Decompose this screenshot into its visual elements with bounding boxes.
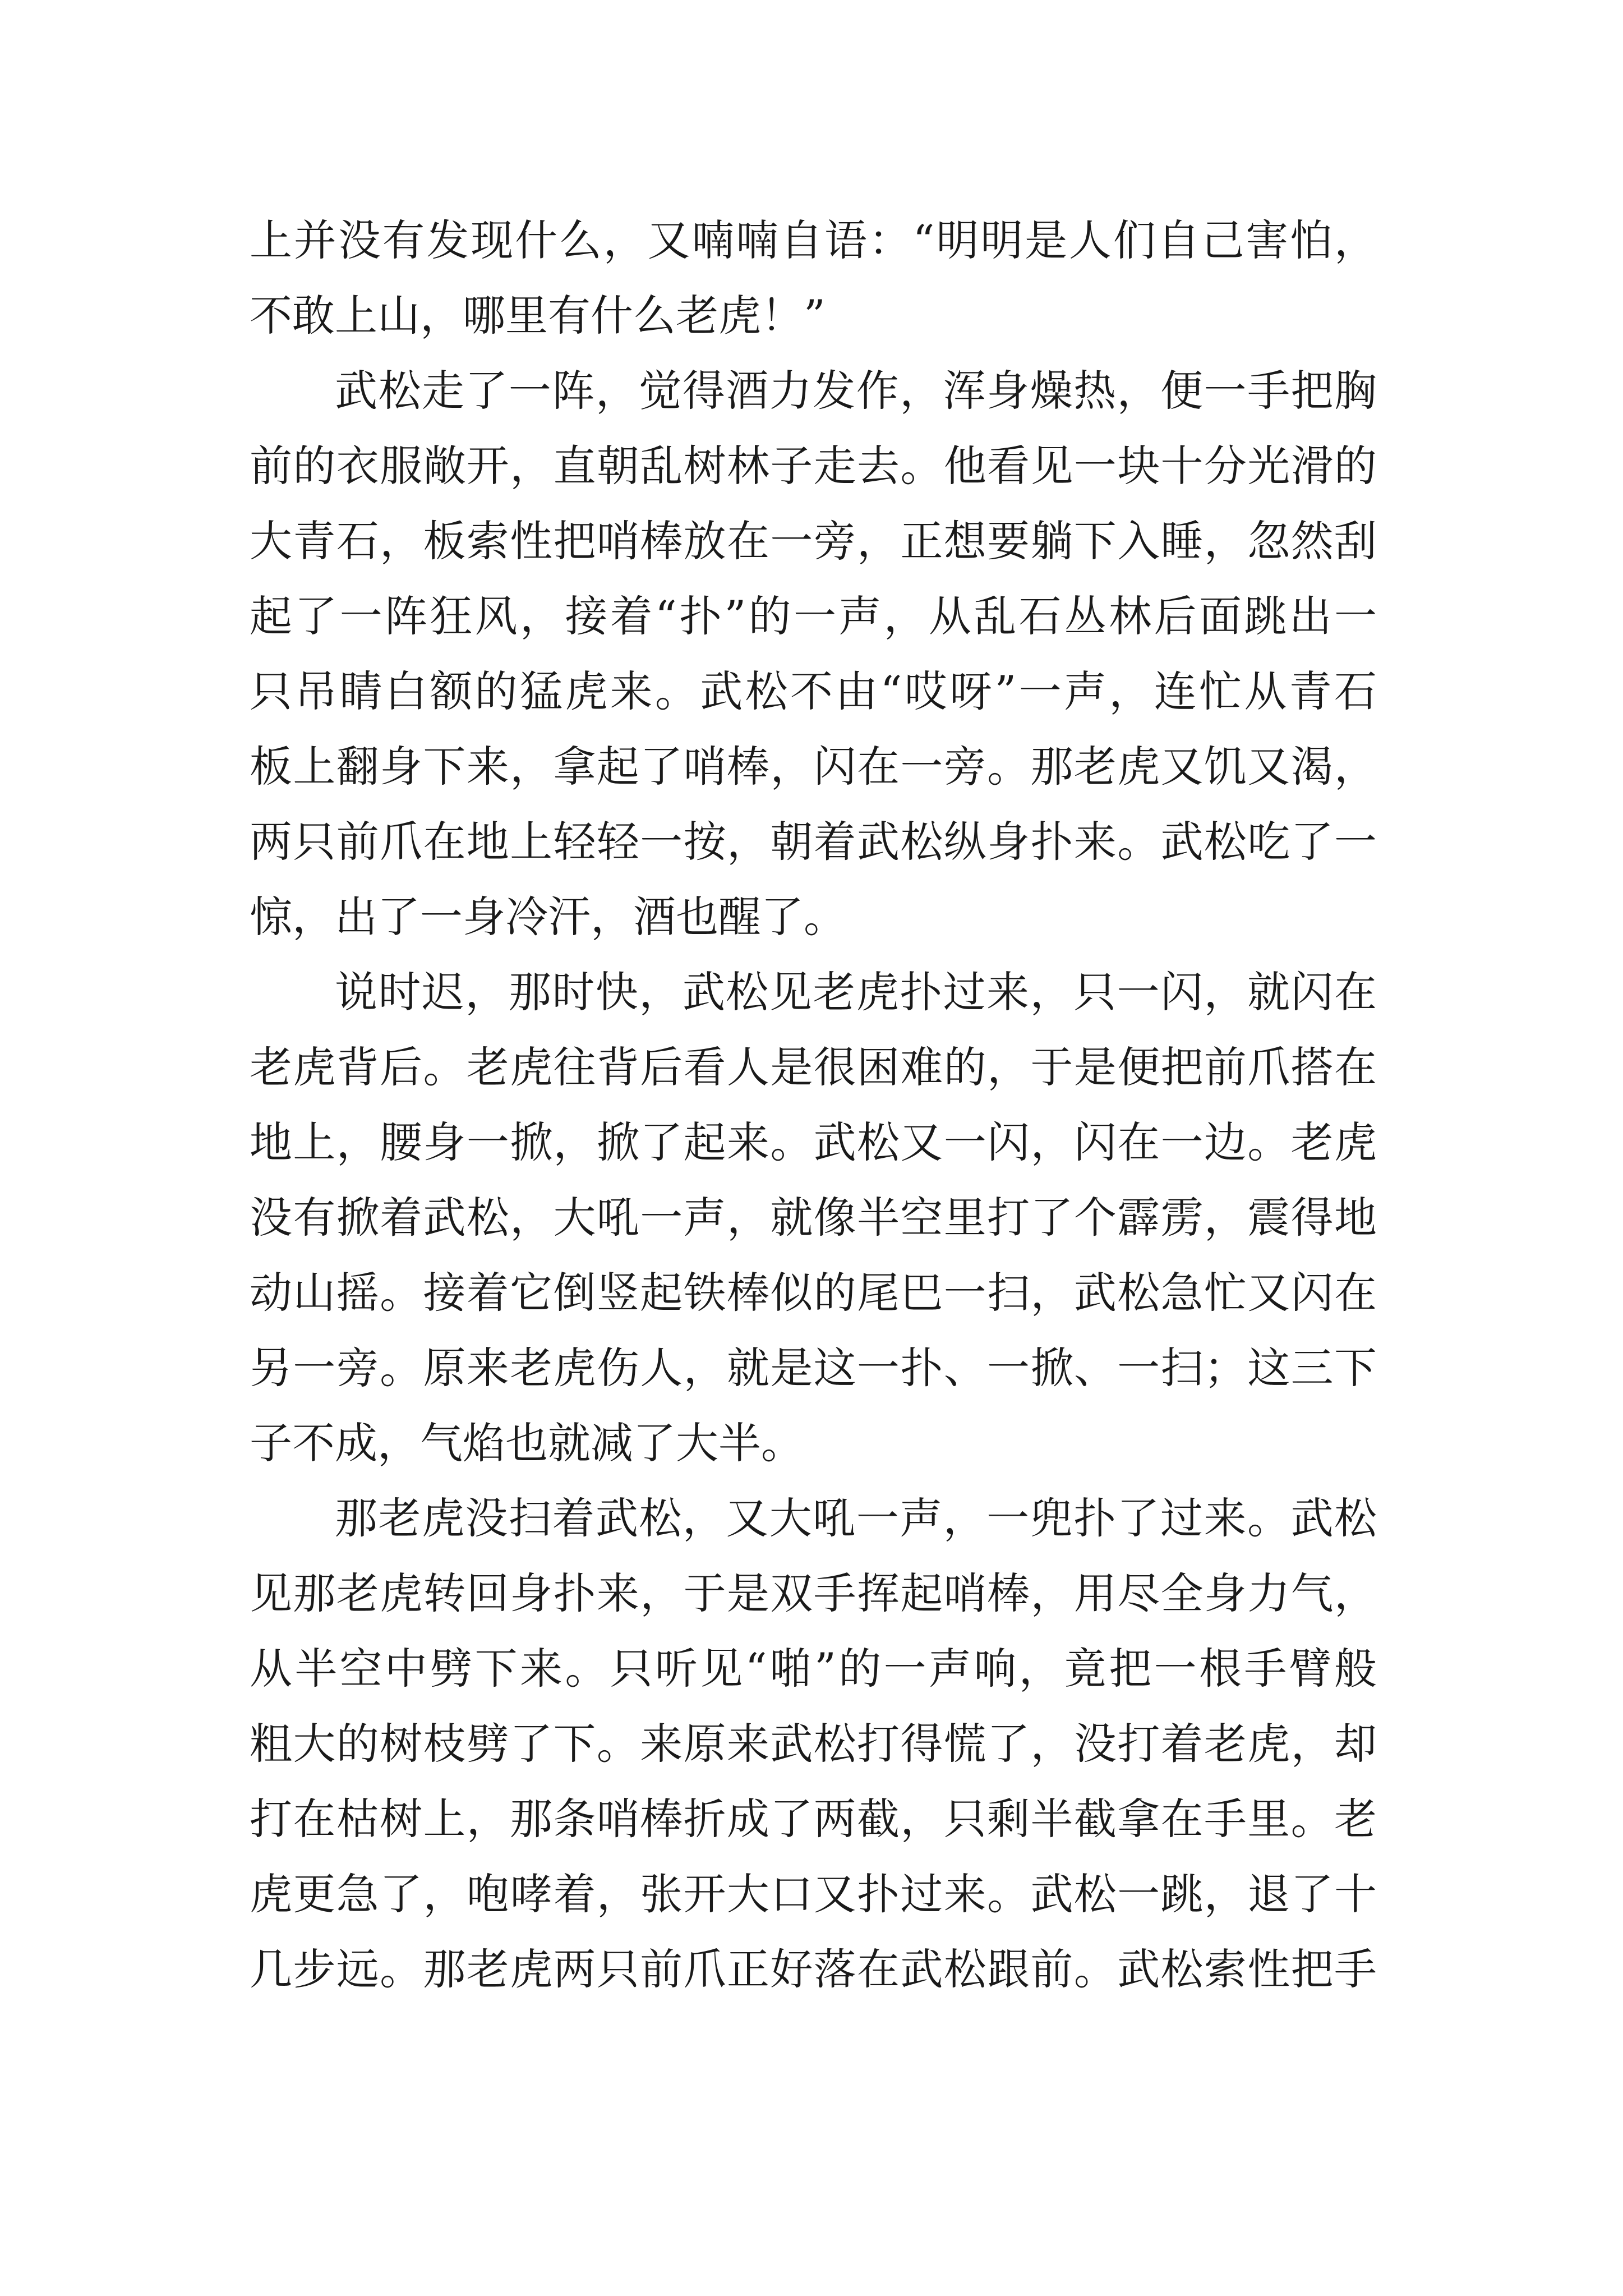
text-line: 另一旁。原来老虎伤人，就是这一扑、一掀、一扫；这三下 [250,1343,1377,1393]
document-body [250,203,1377,2007]
text-line: 几步远。那老虎两只前爪正好落在武松跟前。武松索性把手 [250,1944,1377,1994]
text-line: 两只前爪在地上轻轻一按，朝着武松纵身扑来。武松吃了一 [250,817,1377,867]
text-line: 前的衣服敞开，直朝乱树林子走去。他看见一块十分光滑的 [250,441,1377,491]
text-line: 打在枯树上，那条哨棒折成了两截，只剩半截拿在手里。老 [250,1794,1377,1844]
text-line: 说时迟，那时快，武松见老虎扑过来，只一闪，就闪在 [335,967,1377,1017]
text-line: 只吊睛白额的猛虎来。武松不由“哎呀”一声，连忙从青石 [250,666,1377,716]
text-line: 大青石，板索性把哨棒放在一旁，正想要躺下入睡，忽然刮 [250,516,1377,566]
text-line: 板上翻身下来，拿起了哨棒，闪在一旁。那老虎又饥又渴， [250,742,1377,792]
text-line: 粗大的树枝劈了下。来原来武松打得慌了，没打着老虎，却 [250,1719,1377,1769]
text-line: 地上，腰身一掀，掀了起来。武松又一闪，闪在一边。老虎 [250,1117,1377,1167]
text-line: 老虎背后。老虎往背后看人是很困难的，于是便把前爪搭在 [250,1042,1377,1092]
text-line: 起了一阵狂风，接着“扑”的一声，从乱石丛林后面跳出一 [250,591,1377,641]
text-line: 虎更急了，咆哮着，张开大口又扑过来。武松一跳，退了十 [250,1869,1377,1919]
text-line: 不敢上山，哪里有什么老虎！” [250,291,826,341]
text-line: 上并没有发现什么，又喃喃自语：“明明是人们自己害怕， [250,215,1377,265]
text-line: 惊，出了一身冷汗，酒也醒了。 [250,892,846,942]
text-line: 那老虎没扫着武松，又大吼一声，一兜扑了过来。武松 [335,1493,1377,1543]
text-line: 没有掀着武松，大吼一声，就像半空里打了个霹雳，震得地 [250,1193,1377,1243]
text-line: 子不成，气焰也就减了大半。 [250,1418,804,1468]
text-line: 见那老虎转回身扑来，于是双手挥起哨棒，用尽全身力气， [250,1568,1377,1618]
text-line: 从半空中劈下来。只听见“啪”的一声响，竟把一根手臂般 [250,1644,1377,1694]
text-line: 动山摇。接着它倒竖起铁棒似的尾巴一扫，武松急忙又闪在 [250,1268,1377,1318]
text-line: 武松走了一阵，觉得酒力发作，浑身燥热，便一手把胸 [335,366,1377,416]
